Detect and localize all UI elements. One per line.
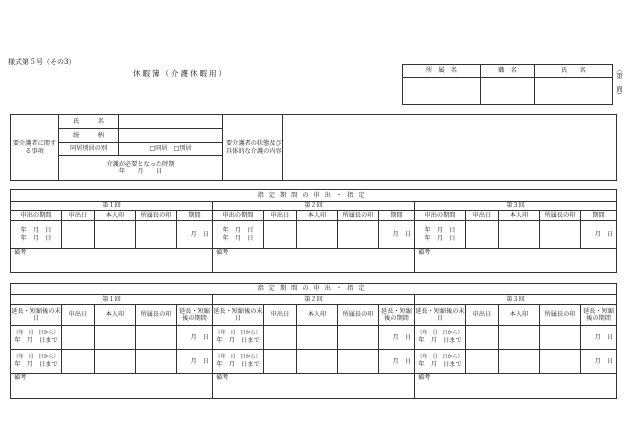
s1-r3-period-field[interactable]	[415, 221, 466, 249]
s1-r1-seal-field[interactable]	[95, 221, 136, 249]
s2-r1-col-period: 延長・短縮後の期間	[177, 305, 213, 326]
s2-r1-head-field-a[interactable]	[136, 326, 177, 350]
s2-r2-col-end: 延長・短縮後の末日	[213, 305, 264, 326]
s2-r3-col-date: 申出日	[466, 305, 499, 326]
s2-r1-col-seal: 本人印	[95, 305, 136, 326]
care-relation-label: 続 柄	[59, 129, 119, 143]
s2-r1-from-b: （年 月 日から）	[13, 354, 59, 361]
s1-r2-date-from: 年 月 日	[222, 227, 254, 235]
s2-r1-date-field-a[interactable]	[62, 326, 95, 350]
s2-r3-seal-field-a[interactable]	[499, 326, 540, 350]
s1-r1-period-field[interactable]	[11, 221, 62, 249]
s1-r3-col-seal: 本人印	[499, 211, 540, 221]
s1-r1-col-head: 所属長の印	[136, 211, 177, 221]
s1-r1-date-to: 年 月 日	[20, 234, 52, 242]
section2-title: 指定期間の申出・指定	[11, 284, 617, 295]
s1-r2-col-seal: 本人印	[297, 211, 338, 221]
s2-r3-head-field-a[interactable]	[540, 326, 581, 350]
s2-r3-end-field-a[interactable]	[415, 326, 466, 350]
s2-r1-end-field-a[interactable]	[11, 326, 62, 350]
s1-r1-col-seal: 本人印	[95, 211, 136, 221]
s2-r2-end-field-b[interactable]	[213, 350, 264, 374]
s2-r2-col-seal: 本人印	[297, 305, 338, 326]
s2-r1-col-end: 延長・短縮後の末日	[11, 305, 62, 326]
s2-round2-label: 第２回	[213, 295, 415, 305]
s2-r2-head-field-b[interactable]	[338, 350, 379, 374]
s2-r2-seal-field-a[interactable]	[297, 326, 338, 350]
cohab-options[interactable]	[119, 143, 223, 156]
period-request-table-1	[10, 189, 617, 273]
s1-r3-date-field[interactable]	[466, 221, 499, 249]
s1-r3-days-field[interactable]: 月 日	[581, 221, 617, 249]
s2-r1-col-date: 申出日	[62, 305, 95, 326]
care-person-table	[10, 114, 617, 181]
s1-r3-remarks[interactable]: 備考	[415, 249, 617, 273]
s2-r3-head-field-b[interactable]	[540, 350, 581, 374]
s2-r1-end-field-b[interactable]	[11, 350, 62, 374]
s2-r3-from-b: （年 月 日から）	[417, 354, 463, 361]
name-label: 氏 名	[535, 65, 613, 78]
s2-r1-days-field-a[interactable]: 月 日	[177, 326, 213, 350]
s1-r1-date-field[interactable]	[62, 221, 95, 249]
s2-r2-seal-field-b[interactable]	[297, 350, 338, 374]
s2-r3-days-field-a[interactable]: 月 日	[581, 326, 617, 350]
s1-r2-head-field[interactable]	[338, 221, 379, 249]
s2-r1-seal-field-a[interactable]	[95, 326, 136, 350]
s2-r2-to-a: 年 月 日まで	[216, 336, 260, 344]
s2-r1-from-a: （年 月 日から）	[13, 330, 59, 337]
s1-r1-col-period: 申出の期間	[11, 211, 62, 221]
cohab-checkbox-together[interactable]: □同居	[149, 145, 168, 153]
s2-r2-remarks[interactable]: 備考	[213, 374, 415, 399]
s2-r3-days-field-b[interactable]: 月 日	[581, 350, 617, 374]
s2-r3-col-end: 延長・短縮後の末日	[415, 305, 466, 326]
s1-r3-col-head: 所属長の印	[540, 211, 581, 221]
s2-round1-label: 第１回	[11, 295, 213, 305]
s1-r3-col-days: 期間	[581, 211, 617, 221]
s1-r1-date-from: 年 月 日	[20, 227, 52, 235]
s2-r3-col-seal: 本人印	[499, 305, 540, 326]
s2-r2-date-field-b[interactable]	[264, 350, 297, 374]
s2-r2-days-field-b[interactable]: 月 日	[379, 350, 415, 374]
section1-title: 指定期間の申出・指定	[11, 190, 617, 202]
period-request-table-2	[10, 283, 617, 399]
s1-r2-days-field[interactable]: 月 日	[379, 221, 415, 249]
s2-r2-col-head: 所属長の印	[338, 305, 379, 326]
care-condition-field[interactable]	[283, 115, 617, 181]
s2-r2-days-field-a[interactable]: 月 日	[379, 326, 415, 350]
s2-r1-date-field-b[interactable]	[62, 350, 95, 374]
s1-r1-remarks[interactable]: 備考	[11, 249, 213, 273]
s2-r3-date-field-b[interactable]	[466, 350, 499, 374]
s2-r3-to-b: 年 月 日まで	[418, 360, 462, 368]
s2-r3-from-a: （年 月 日から）	[417, 330, 463, 337]
office-label: 所 属 名	[403, 65, 481, 78]
name-field[interactable]	[535, 78, 613, 105]
s2-r3-remarks[interactable]: 備考	[415, 374, 617, 399]
cohab-checkbox-separate[interactable]: □別居	[173, 145, 192, 153]
need-cell[interactable]	[59, 156, 223, 181]
s2-r1-col-head: 所属長の印	[136, 305, 177, 326]
s1-r2-date-field[interactable]	[264, 221, 297, 249]
care-name-field[interactable]	[119, 115, 223, 129]
s2-r2-from-a: （年 月 日から）	[215, 330, 261, 337]
s1-r2-col-days: 期間	[379, 211, 415, 221]
s2-r1-remarks[interactable]: 備考	[11, 374, 213, 399]
s2-r2-to-b: 年 月 日まで	[216, 360, 260, 368]
s1-r2-date-to: 年 月 日	[222, 234, 254, 242]
s1-r1-col-days: 期間	[177, 211, 213, 221]
s2-r3-col-period: 延長・短縮後の期間	[581, 305, 617, 326]
s1-r1-days-field[interactable]: 月 日	[177, 221, 213, 249]
s2-r3-end-field-b[interactable]	[415, 350, 466, 374]
s2-r2-col-date: 申出日	[264, 305, 297, 326]
care-condition-label: 要介護者の状態及び具体的な介護の内容	[223, 115, 283, 181]
s2-r1-to-a: 年 月 日まで	[14, 336, 58, 344]
s1-r2-col-head: 所属長の印	[338, 211, 379, 221]
care-section-label: 要介護者に関する事項	[11, 115, 59, 181]
need-label: 介護が必要となった時期	[106, 160, 175, 168]
care-name-label: 氏 名	[59, 115, 119, 129]
care-relation-field[interactable]	[119, 129, 223, 143]
s1-r1-head-field[interactable]	[136, 221, 177, 249]
employee-info-table	[402, 64, 613, 105]
s2-r3-date-field-a[interactable]	[466, 326, 499, 350]
s1-r3-col-date: 申出日	[466, 211, 499, 221]
s2-r2-col-period: 延長・短縮後の期間	[379, 305, 415, 326]
position-field[interactable]	[481, 78, 535, 105]
s2-r2-date-field-a[interactable]	[264, 326, 297, 350]
s1-r2-period-field[interactable]	[213, 221, 264, 249]
s1-r3-date-to: 年 月 日	[424, 234, 456, 242]
need-date: 年 月 日	[118, 168, 163, 175]
s2-r3-col-head: 所属長の印	[540, 305, 581, 326]
s1-r3-seal-field[interactable]	[499, 221, 540, 249]
form-number: 様式第５号（その3）	[8, 58, 76, 66]
s1-r3-head-field[interactable]	[540, 221, 581, 249]
s1-round1-label: 第１回	[11, 202, 213, 211]
office-field[interactable]	[403, 78, 481, 105]
s2-r1-head-field-b[interactable]	[136, 350, 177, 374]
s1-r1-col-date: 申出日	[62, 211, 95, 221]
s1-r3-col-period: 申出の期間	[415, 211, 466, 221]
cohab-label: 同居別居の別	[59, 143, 119, 156]
s2-round3-label: 第３回	[415, 295, 617, 305]
s1-r2-seal-field[interactable]	[297, 221, 338, 249]
s2-r2-end-field-a[interactable]	[213, 326, 264, 350]
page-mark: （第 面）	[615, 66, 623, 99]
position-label: 職 名	[481, 65, 535, 78]
s2-r1-seal-field-b[interactable]	[95, 350, 136, 374]
form-title: 休暇簿（介護休暇用）	[133, 69, 228, 78]
s2-r3-to-a: 年 月 日まで	[418, 336, 462, 344]
s1-r2-col-date: 申出日	[264, 211, 297, 221]
s1-r3-date-from: 年 月 日	[424, 227, 456, 235]
s1-round3-label: 第３回	[415, 202, 617, 211]
s2-r3-seal-field-b[interactable]	[499, 350, 540, 374]
s1-r2-remarks[interactable]: 備考	[213, 249, 415, 273]
s2-r1-to-b: 年 月 日まで	[14, 360, 58, 368]
s2-r1-days-field-b[interactable]: 月 日	[177, 350, 213, 374]
s1-r2-col-period: 申出の期間	[213, 211, 264, 221]
s1-round2-label: 第２回	[213, 202, 415, 211]
s2-r2-head-field-a[interactable]	[338, 326, 379, 350]
s2-r2-from-b: （年 月 日から）	[215, 354, 261, 361]
